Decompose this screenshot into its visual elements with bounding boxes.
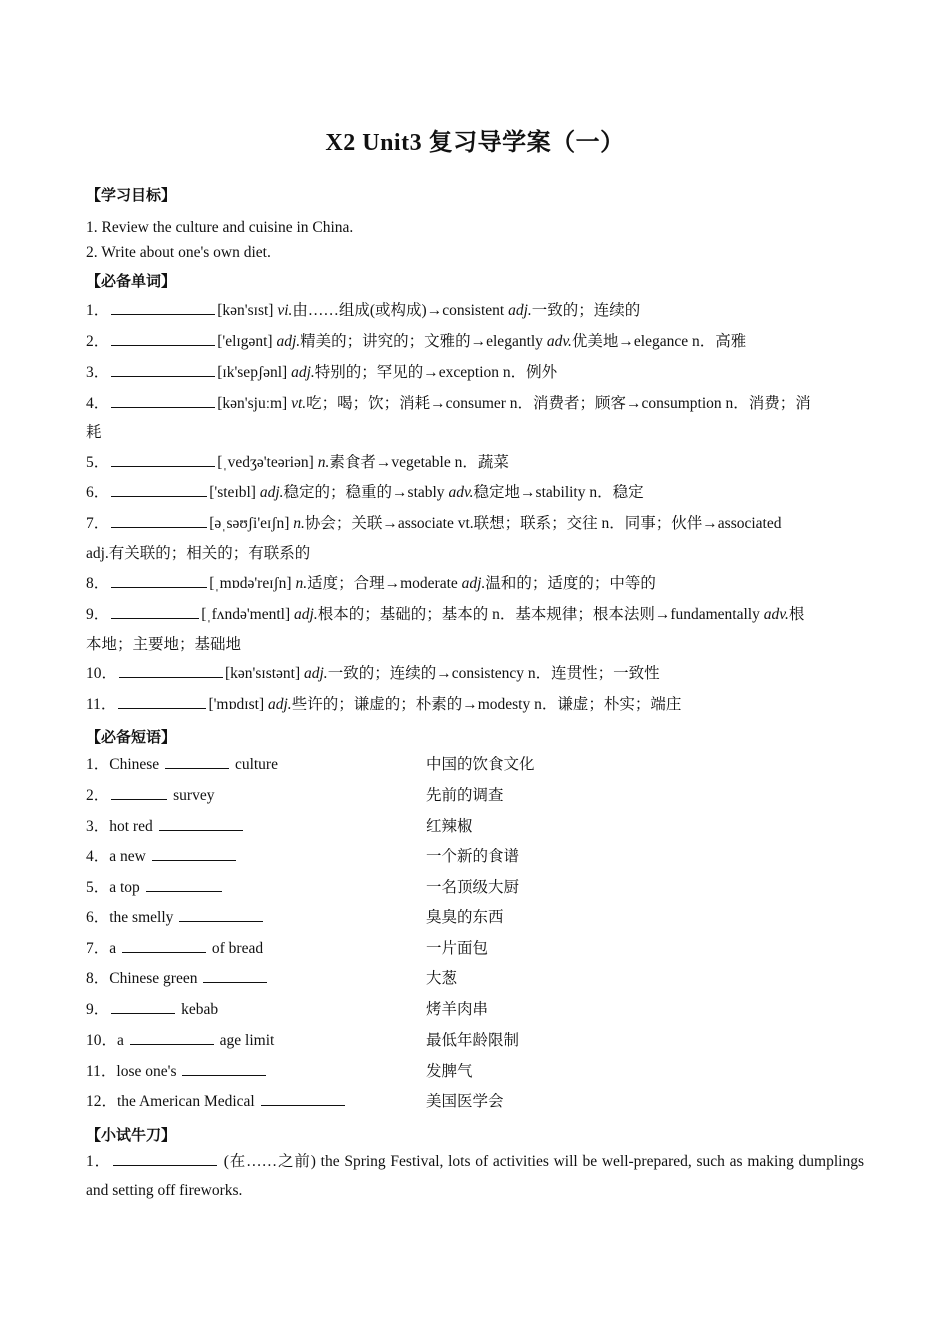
- answer-blank[interactable]: [122, 937, 206, 953]
- word-item-continued: 耗: [86, 424, 102, 441]
- answer-blank[interactable]: [111, 572, 207, 588]
- word-item: 7． [əˌsəʊʃi'eɪʃn] n.协会；关联→associate vt.联想；联系；交往 n．同事；伙伴→associated: [86, 509, 864, 539]
- answer-blank[interactable]: [152, 845, 236, 861]
- answer-blank[interactable]: [118, 693, 206, 709]
- section-practice-heading: 【小试牛刀】: [86, 1128, 177, 1144]
- answer-blank[interactable]: [111, 784, 167, 800]
- word-item: 9． [ˌfʌndə'mentl] adj.根本的；基础的；基本的 n．基本规律；根本法则→fundamentally adv.根: [86, 600, 864, 630]
- answer-blank[interactable]: [261, 1090, 345, 1106]
- answer-blank[interactable]: [146, 876, 222, 892]
- answer-blank[interactable]: [111, 512, 207, 528]
- answer-blank[interactable]: [111, 603, 199, 619]
- answer-blank[interactable]: [130, 1029, 214, 1045]
- goal-item: 1. Review the culture and cuisine in China.: [86, 219, 354, 236]
- page-title: X2 Unit3 复习导学案（一）: [325, 130, 625, 156]
- section-goals-heading: 【学习目标】: [86, 188, 177, 204]
- answer-blank[interactable]: [182, 1060, 266, 1076]
- practice-item: 1． (在……之前) the Spring Festival, lots of activities will be well-prepared, such as making dumplings and setting off fireworks.: [86, 1147, 864, 1205]
- word-item: 2． ['elɪgənt] adj.精美的；讲究的；文雅的→elegantly adv.优美地→elegance n．高雅: [86, 327, 864, 357]
- word-item-continued: adj.有关联的；相关的；有联系的: [86, 545, 311, 562]
- word-item: 3． [ɪk'sepʃənl] adj.特别的；罕见的→exception n．例外: [86, 358, 864, 388]
- word-item: 5． [ˌvedʒə'teəriən] n.素食者→vegetable n．蔬菜: [86, 448, 864, 478]
- answer-blank[interactable]: [159, 815, 243, 831]
- answer-blank[interactable]: [111, 299, 215, 315]
- answer-blank[interactable]: [111, 392, 215, 408]
- word-item: 1． [kən'sɪst] vi.由……组成(或构成)→consistent adj.一致的；连续的: [86, 296, 864, 326]
- answer-blank[interactable]: [111, 451, 215, 467]
- section-words-heading: 【必备单词】: [86, 274, 177, 290]
- answer-blank[interactable]: [203, 967, 267, 983]
- answer-blank[interactable]: [111, 998, 175, 1014]
- word-item: 10． [kən'sɪstənt] adj.一致的；连续的→consistency n．连贯性；一致性: [86, 659, 864, 689]
- answer-blank[interactable]: [111, 361, 215, 377]
- word-item-continued: 本地；主要地；基础地: [86, 636, 242, 653]
- word-item: 11． ['mɒdɪst] adj.些许的；谦虚的；朴素的→modesty n．谦虚；朴实；端庄: [86, 690, 864, 720]
- goal-item: 2. Write about one's own diet.: [86, 244, 271, 261]
- answer-blank[interactable]: [179, 906, 263, 922]
- answer-blank[interactable]: [165, 753, 229, 769]
- answer-blank[interactable]: [119, 662, 223, 678]
- answer-blank[interactable]: [111, 481, 207, 497]
- answer-blank[interactable]: [113, 1150, 217, 1166]
- word-item: 6． ['steɪbl] adj.稳定的；稳重的→stably adv.稳定地→stability n．稳定: [86, 478, 864, 508]
- word-item: 4． [kən'sjuːm] vt.吃；喝；饮；消耗→consumer n．消费者；顾客→consumption n．消费；消: [86, 389, 864, 419]
- answer-blank[interactable]: [111, 330, 215, 346]
- section-phrases-heading: 【必备短语】: [86, 730, 177, 746]
- word-item: 8． [ˌmɒdə'reɪʃn] n.适度；合理→moderate adj.温和的；适度的；中等的: [86, 569, 864, 599]
